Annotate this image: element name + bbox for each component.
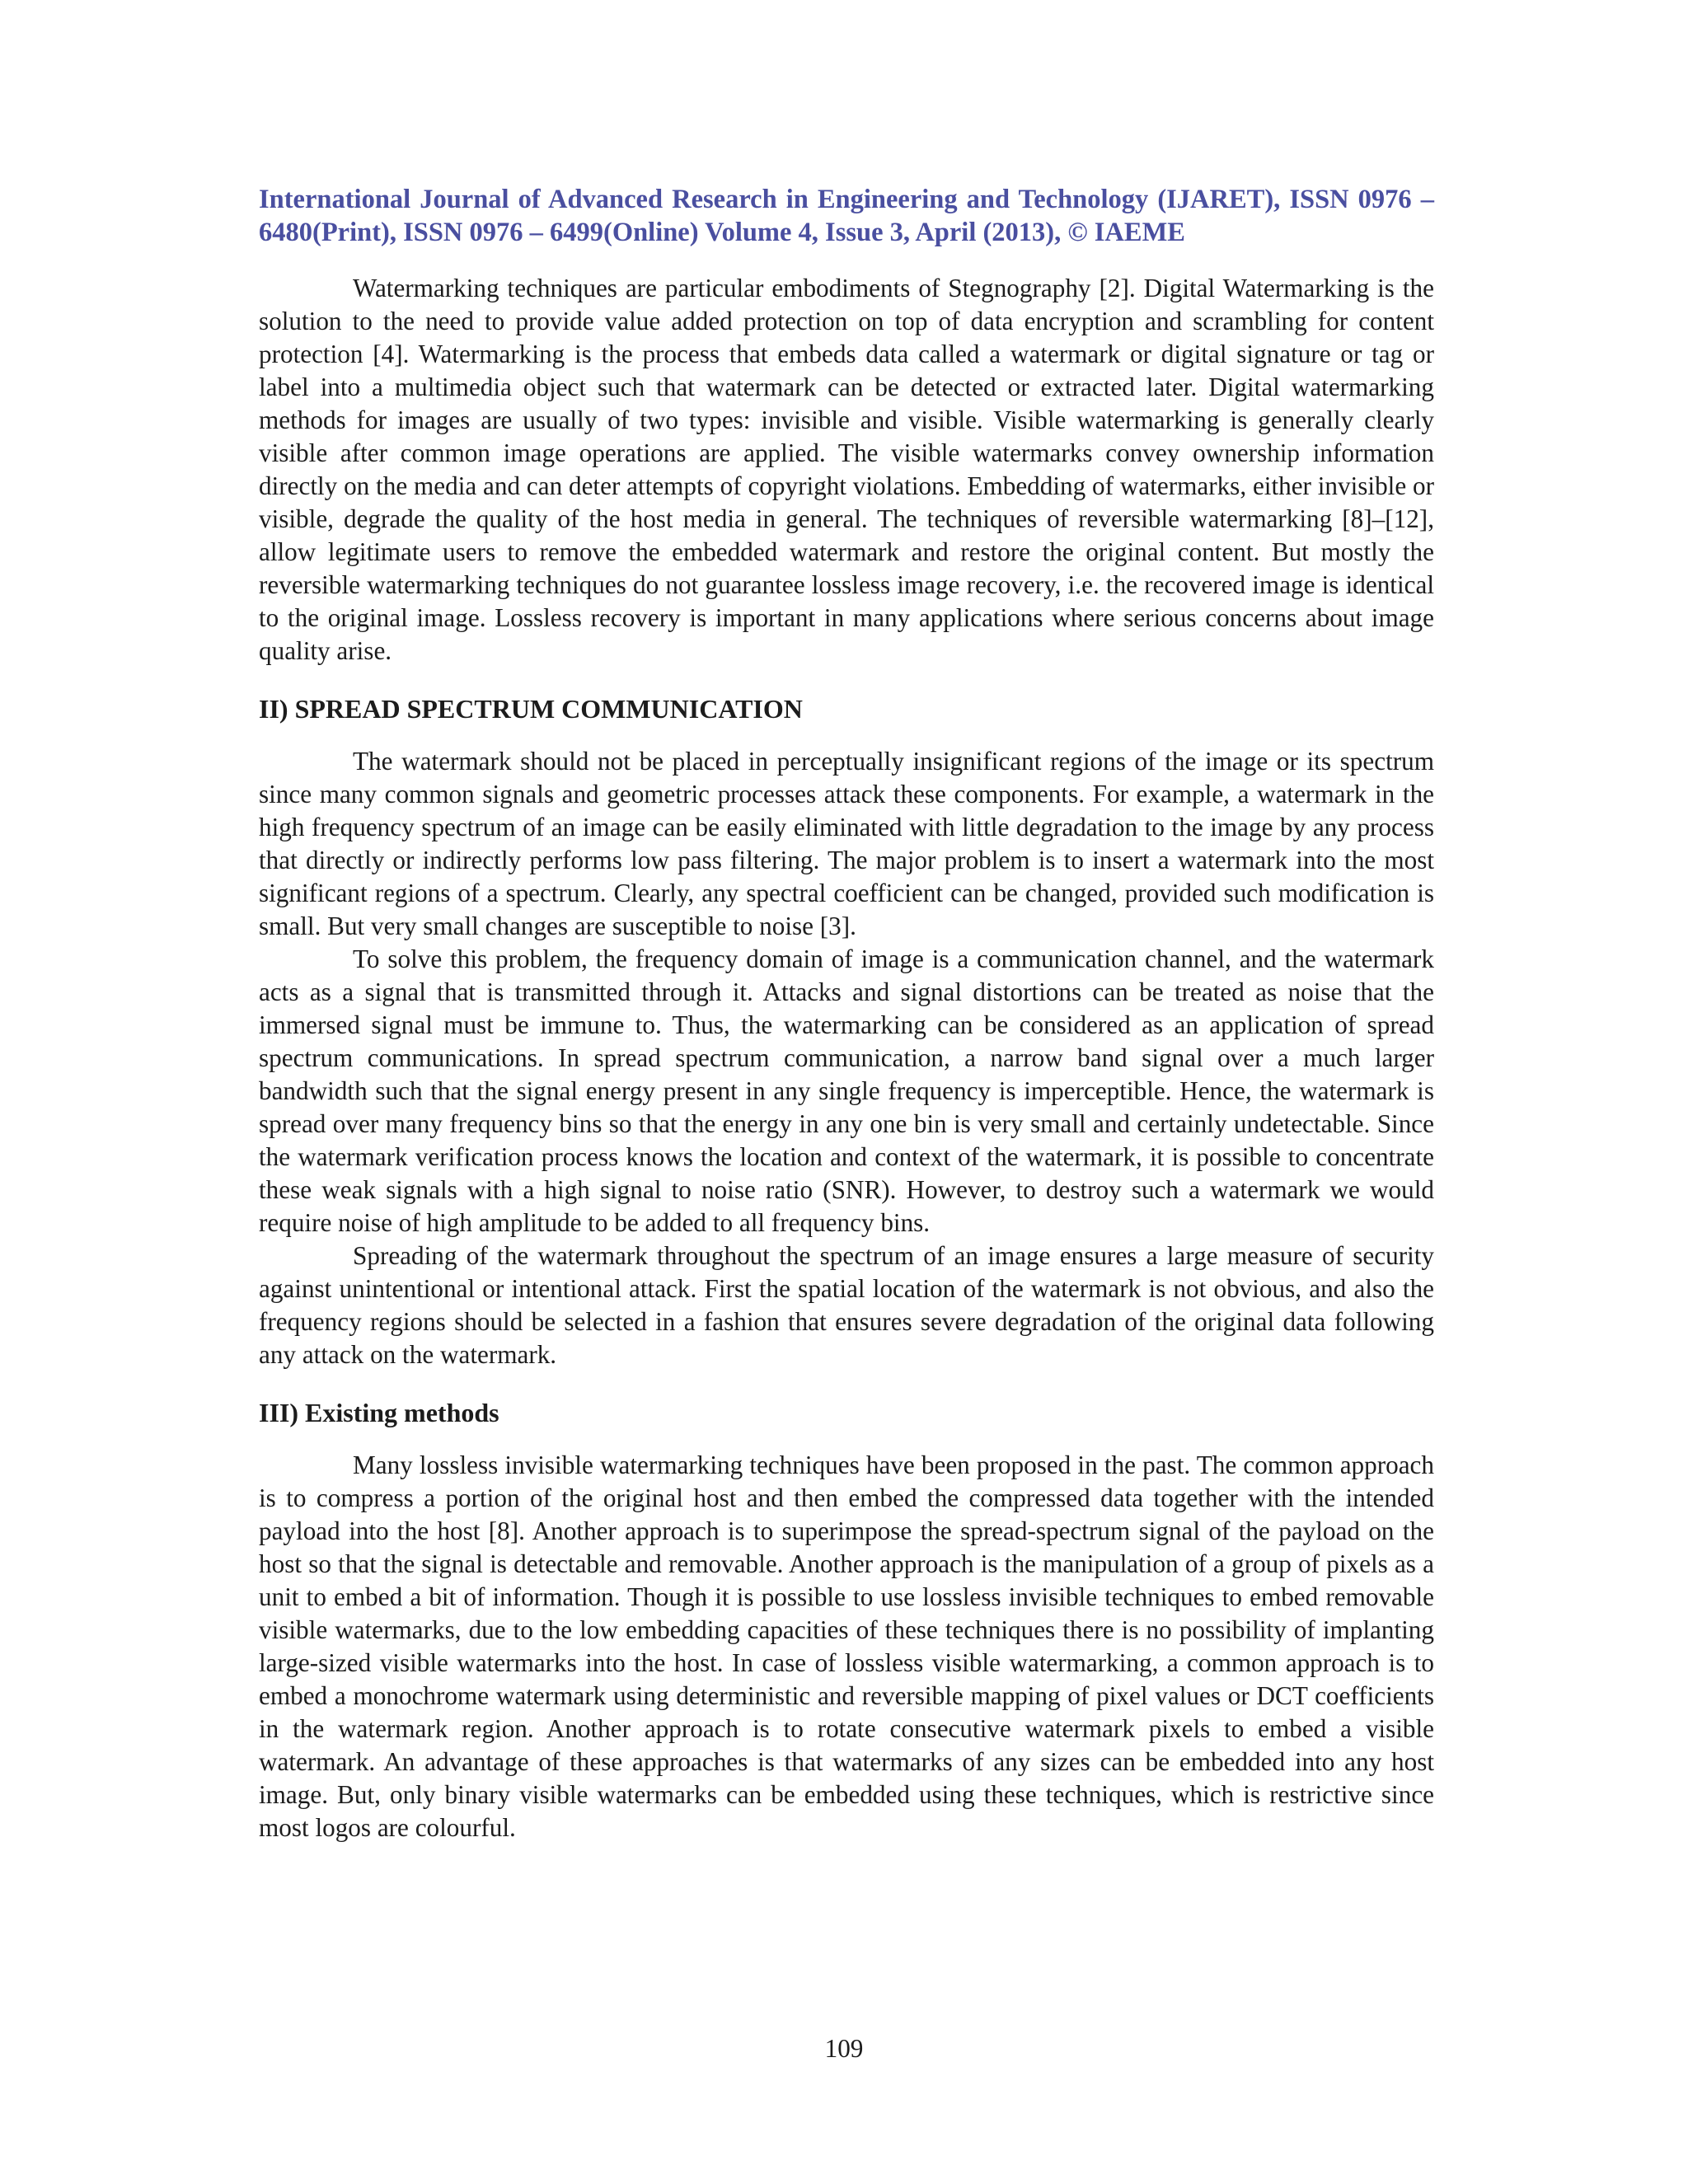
paragraph: Watermarking techniques are particular embodiments of Stegnography [2]. Digital Watermarking is the solution to the need to provide value added protection on top of data encryption and scrambling for content protection [4]. Watermarking is the process that embeds data called a watermark or digital signature or tag or label into a multimedia object such that watermark can be detected or extracted later. Digital watermarking methods for images are usually of two types: invisible and visible. Visible watermarking is generally clearly visible after common image operations are applied. The visible watermarks convey ownership information directly on the media and can deter attempts of copyright violations. Embedding of watermarks, either invisible or visible, degrade the quality of the host media in general. The techniques of reversible watermarking [8]–[12], allow legitimate users to remove the embedded watermark and restore the original content. But mostly the reversible watermarking techniques do not guarantee lossless image recovery, i.e. the recovered image is identical to the original image. Lossless recovery is important in many applications where serious concerns about image quality arise. [259, 274, 1434, 665]
paragraph: The watermark should not be placed in perceptually insignificant regions of the image or its spectrum since many common signals and geometric processes attack these components. For example, a watermark in the high frequency spectrum of an image can be easily eliminated with little degradation to the image by any process that directly or indirectly performs low pass filtering. The major problem is to insert a watermark into the most significant regions of a spectrum. Clearly, any spectral coefficient can be changed, provided such modification is small. But very small changes are susceptible to noise [3]. [259, 747, 1434, 940]
intro-section [259, 272, 1434, 668]
paragraph: Spreading of the watermark throughout the spectrum of an image ensures a large measure of security against unintentional or intentional attack. First the spatial location of the watermark is not obvious, and also the frequency regions should be selected in a fashion that ensures severe degradation of the original data following any attack on the watermark. [259, 1241, 1434, 1369]
document-page [259, 183, 1434, 1844]
journal-header: International Journal of Advanced Research in Engineering and Technology (IJARET), ISSN 0976 – 6480(Print), ISSN 0976 – 6499(Online) Volume 4, Issue 3, April (2013), © IAEME [259, 185, 1434, 247]
section-heading: II) SPREAD SPECTRUM COMMUNICATION [259, 694, 803, 724]
section-spread-spectrum [259, 692, 1434, 1371]
paragraph: Many lossless invisible watermarking techniques have been proposed in the past. The common approach is to compress a portion of the original host and then embed the compressed data together with the intended payload into the host [8]. Another approach is to superimpose the spread-spectrum signal of the payload on the host so that the signal is detectable and removable. Another approach is the manipulation of a group of pixels as a unit to embed a bit of information. Though it is possible to use lossless invisible techniques to embed removable visible watermarks, due to the low embedding capacities of these techniques there is no possibility of implanting large-sized visible watermarks into the host. In case of lossless visible watermarking, a common approach is to embed a monochrome watermark using deterministic and reversible mapping of pixel values or DCT coefficients in the watermark region. Another approach is to rotate consecutive watermark pixels to embed a visible watermark. An advantage of these approaches is that watermarks of any sizes can be embedded into any host image. But, only binary visible watermarks can be embedded using these techniques, which is restrictive since most logos are colourful. [259, 1451, 1434, 1842]
page-number: 109 [824, 2034, 864, 2063]
section-existing-methods [259, 1396, 1434, 1844]
paragraph: To solve this problem, the frequency domain of image is a communication channel, and the watermark acts as a signal that is transmitted through it. Attacks and signal distortions can be treated as noise that the immersed signal must be immune to. Thus, the watermarking can be considered as an application of spread spectrum communications. In spread spectrum communication, a narrow band signal over a much larger bandwidth such that the signal energy present in any single frequency is imperceptible. Hence, the watermark is spread over many frequency bins so that the energy in any one bin is very small and certainly undetectable. Since the watermark verification process knows the location and context of the watermark, it is possible to concentrate these weak signals with a high signal to noise ratio (SNR). However, to destroy such a watermark we would require noise of high amplitude to be added to all frequency bins. [259, 944, 1434, 1237]
section-heading: III) Existing methods [259, 1398, 499, 1427]
